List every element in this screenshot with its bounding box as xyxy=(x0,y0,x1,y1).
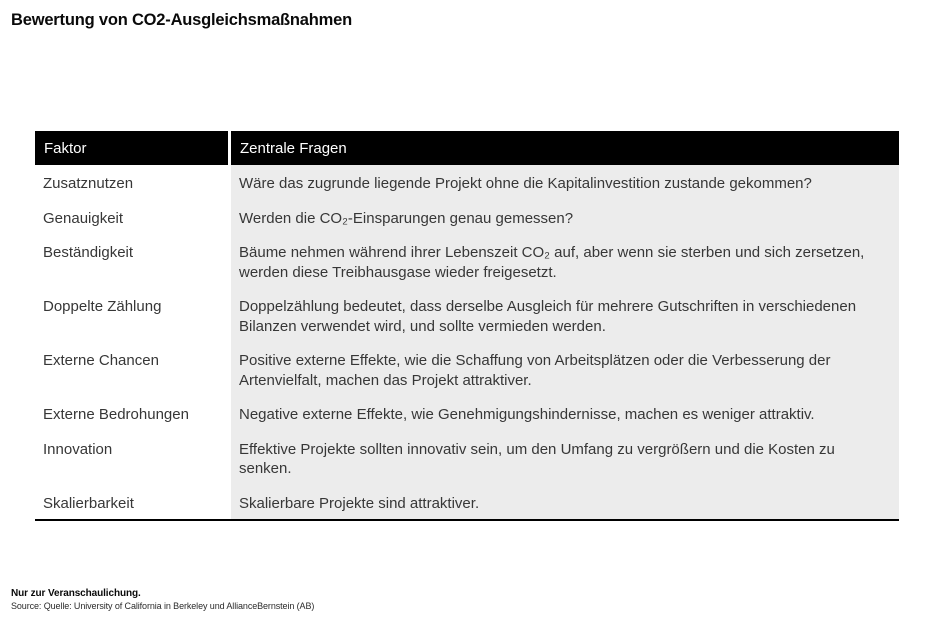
footnotes xyxy=(11,587,314,613)
table-row xyxy=(35,342,899,396)
factor-cell: Genauigkeit xyxy=(35,200,231,235)
disclaimer-text: Nur zur Veranschaulichung. xyxy=(11,588,141,599)
table-body xyxy=(35,165,899,521)
table-row xyxy=(35,165,899,200)
factor-cell: Beständigkeit xyxy=(35,234,231,288)
factor-cell: Doppelte Zählung xyxy=(35,288,231,342)
question-cell: Doppelzählung bedeutet, dass derselbe Ausgleich für mehrere Gutschriften in verschiedenen Bilanzen verwendet wird, und sollte vermieden werden. xyxy=(231,288,899,342)
table-header-row xyxy=(35,131,899,165)
table-row xyxy=(35,485,899,520)
table-row xyxy=(35,200,899,235)
table-row xyxy=(35,234,899,288)
factor-cell: Zusatznutzen xyxy=(35,165,231,200)
factor-cell: Externe Bedrohungen xyxy=(35,396,231,431)
question-cell: Skalierbare Projekte sind attraktiver. xyxy=(231,485,899,520)
page-title: Bewertung von CO2-Ausgleichsmaßnahmen xyxy=(11,11,352,29)
question-cell: Effektive Projekte sollten innovativ sein, um den Umfang zu vergrößern und die Kosten zu senken. xyxy=(231,431,899,485)
table-row xyxy=(35,396,899,431)
question-cell: Negative externe Effekte, wie Genehmigungshindernisse, machen es weniger attraktiv. xyxy=(231,396,899,431)
header-cell-questions: Zentrale Fragen xyxy=(231,131,899,165)
factor-cell: Skalierbarkeit xyxy=(35,485,231,520)
source-text: Source: Quelle: University of California in Berkeley und AllianceBernstein (AB) xyxy=(11,601,315,611)
table-row xyxy=(35,431,899,485)
factor-cell: Innovation xyxy=(35,431,231,485)
question-cell: Werden die CO₂-Einsparungen genau gemessen? xyxy=(231,200,899,235)
factor-cell: Externe Chancen xyxy=(35,342,231,396)
question-cell: Wäre das zugrunde liegende Projekt ohne die Kapitalinvestition zustande gekommen? xyxy=(231,165,899,200)
factors-table xyxy=(35,131,899,521)
header-cell-factor: Faktor xyxy=(35,131,228,165)
table-row xyxy=(35,288,899,342)
question-cell: Positive externe Effekte, wie die Schaffung von Arbeitsplätzen oder die Verbesserung der Artenvielfalt, machen das Projekt attraktiver. xyxy=(231,342,899,396)
question-cell: Bäume nehmen während ihrer Lebenszeit CO₂ auf, aber wenn sie sterben und sich zersetzen, werden diese Treibhausgase wieder freigesetzt. xyxy=(231,234,899,288)
